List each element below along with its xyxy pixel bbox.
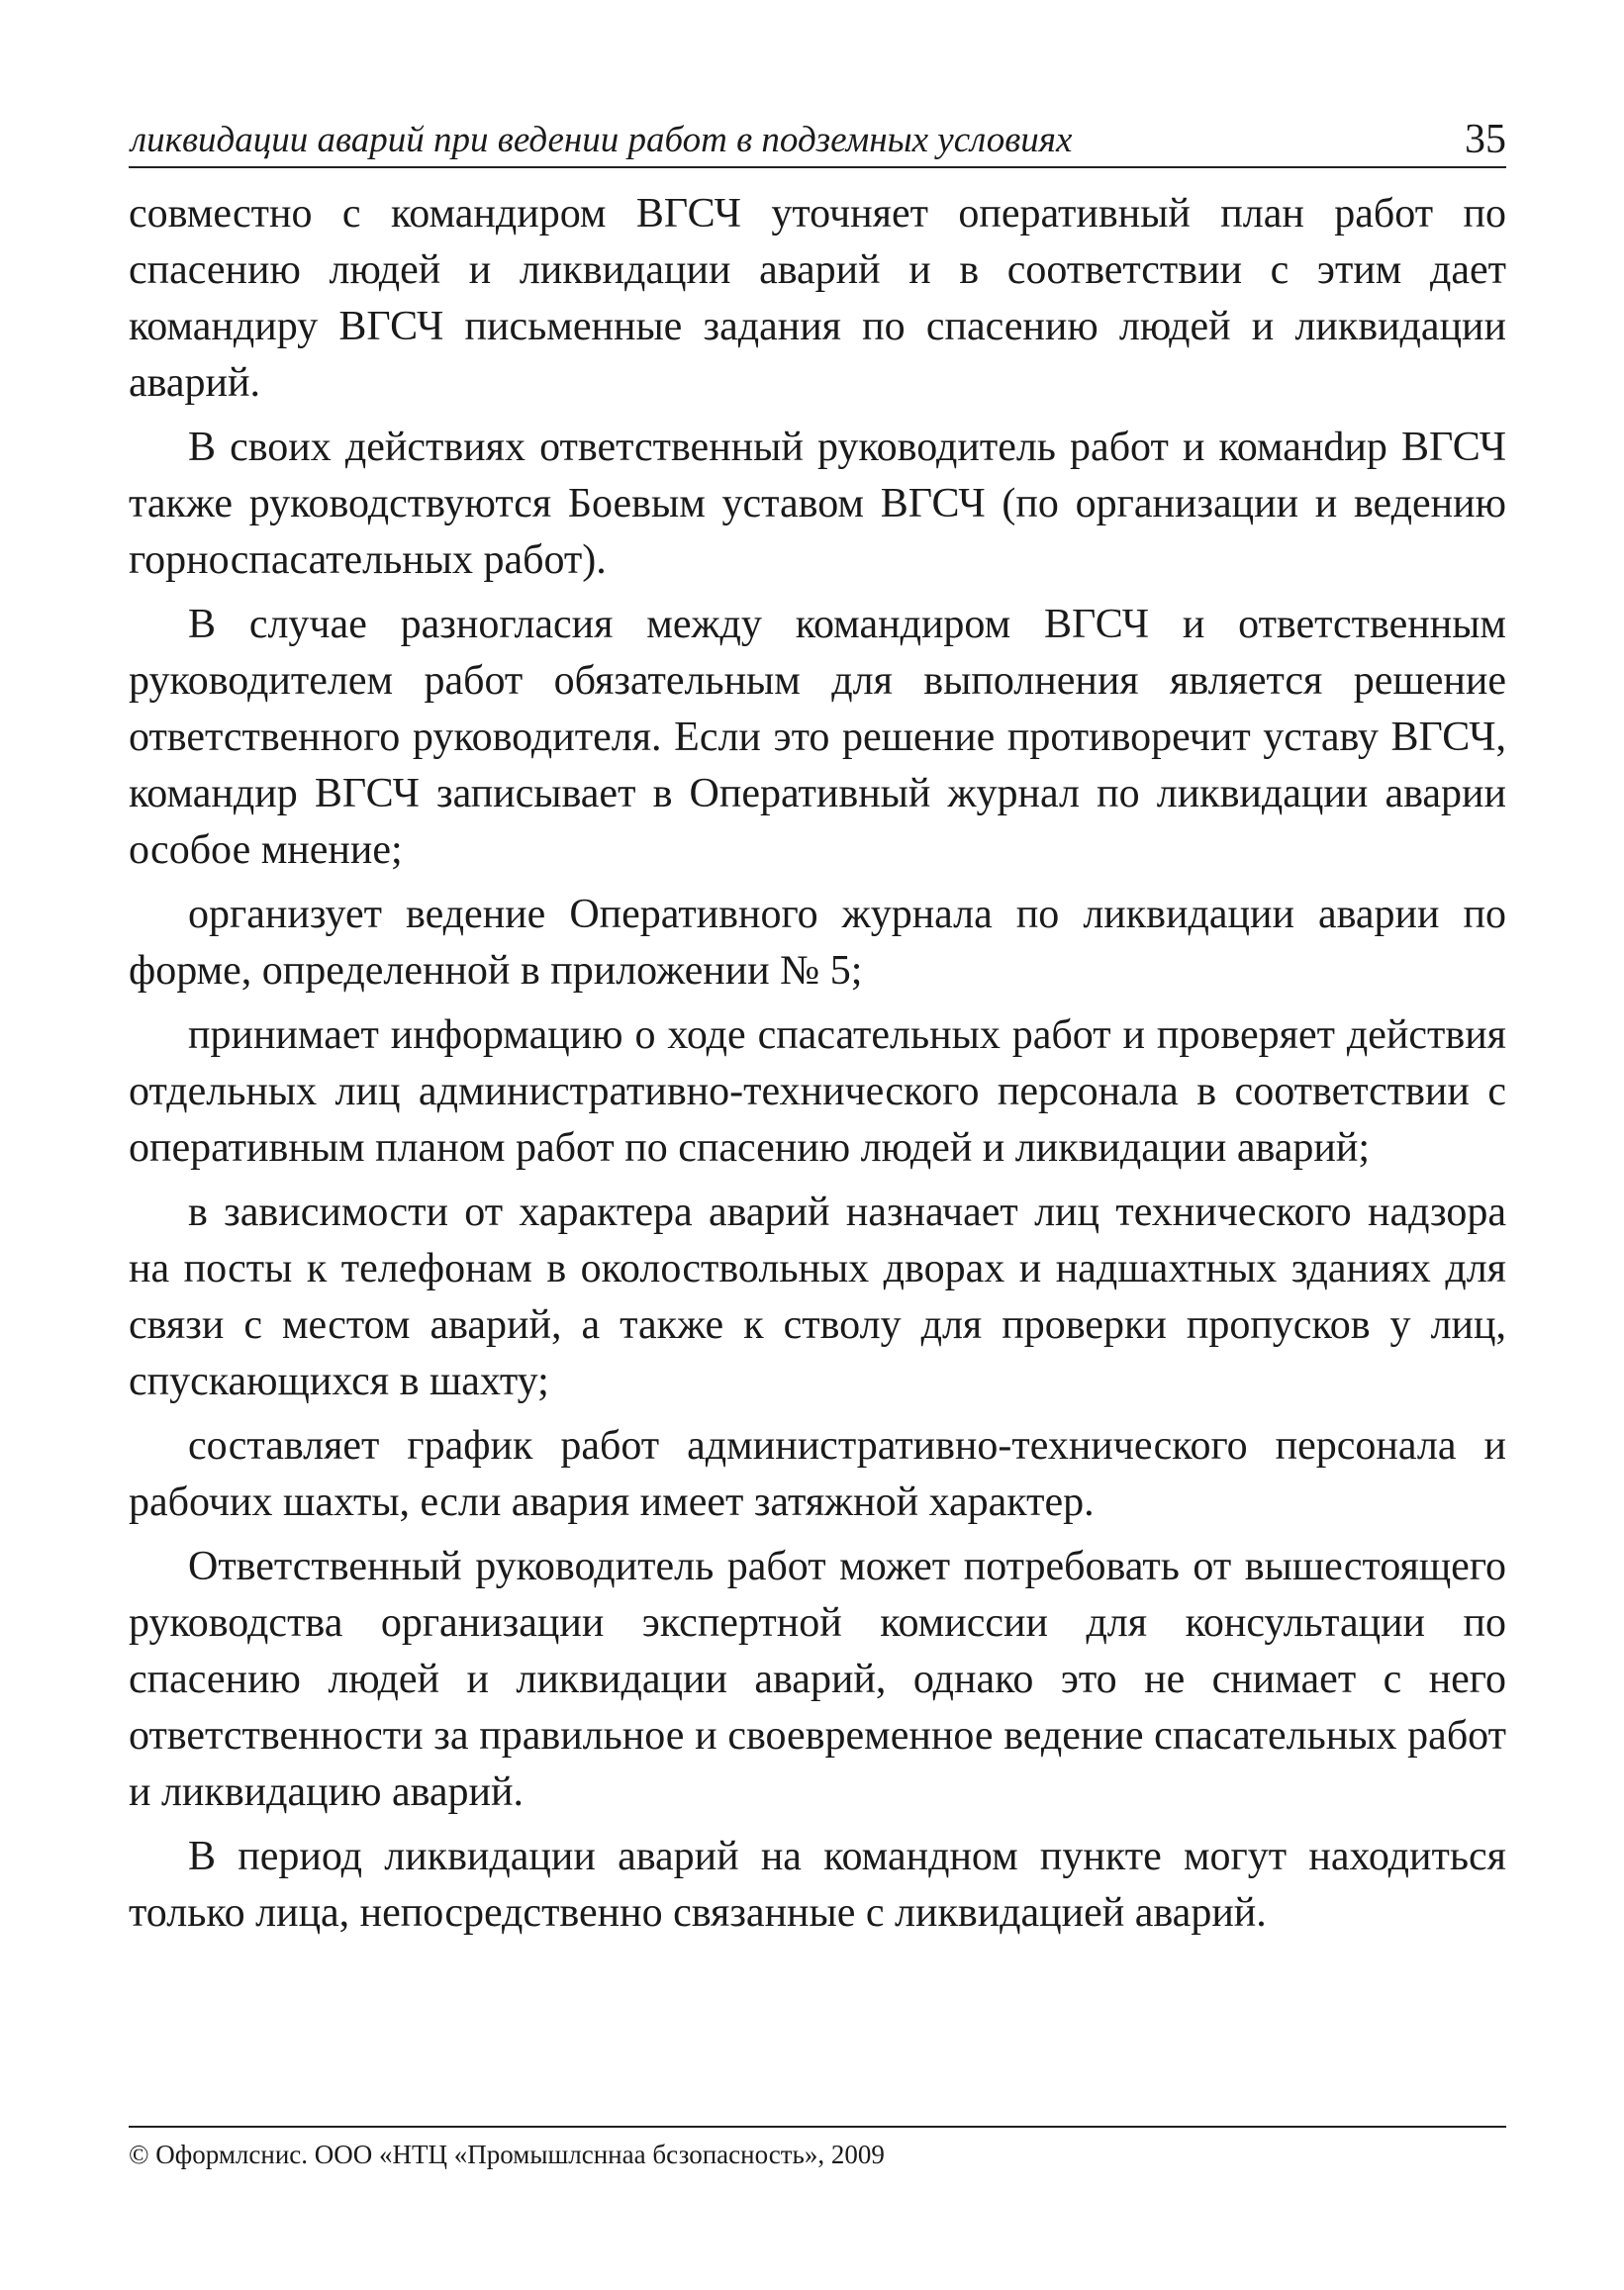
- running-header: [129, 111, 1506, 168]
- paragraph: В период ликвидации аварий на командном пункте могут находиться только лица, непосредственно связанные с ликвидацией аварий.: [129, 1834, 1506, 1936]
- paragraph: В случае разногласия между командиром ВГСЧ и ответственным руководителем работ обязательным для выполнения является решение ответственного руководителя. Если это решение противоречит уставу ВГСЧ, командир ВГСЧ записывает в Оперативный журнал по ликвидации аварии особое мнение;: [129, 602, 1506, 873]
- footer-copyright: © Оформлснис. ООО «НТЦ «Промышлсннаа бсзопасность», 2009: [129, 2140, 885, 2169]
- paragraph: организует ведение Оперативного журнала по ликвидации аварии по форме, определенной в приложении № 5;: [129, 892, 1506, 994]
- page-number: 35: [1465, 117, 1506, 162]
- paragraph: Ответственный руководитель работ может потребовать от вышестоящего руководства организации экспертной комиссии для консультации по спасению людей и ликвидации аварий, однако это не снимает с него ответственности за правильное и своевременное ведение спасательных работ и ликвидацию аварий.: [129, 1544, 1506, 1815]
- paragraph: принимает информацию о ходе спасательных работ и проверяет действия отдельных лиц административно-технического персонала в соответствии с оперативным планом работ по спасению людей и ликвидации аварий;: [129, 1012, 1506, 1171]
- paragraph: совместно с командиром ВГСЧ уточняет оперативный план работ по спасению людей и ликвидации аварий и в соответствии с этим дает командиру ВГСЧ письменные задания по спасению людей и ликвидации аварий.: [129, 191, 1506, 406]
- paragraph: В своих действиях ответственный руководитель работ и команdир ВГСЧ также руководствуются Боевым уставом ВГСЧ (по организации и ведению горноспасательных работ).: [129, 425, 1506, 583]
- paragraph: в зависимости от характера аварий назначает лиц технического надзора на посты к телефонам в околоствольных дворах и надшахтных зданиях для связи с местом аварий, а также к стволу для проверки пропусков у лиц, спускающихся в шахту;: [129, 1190, 1506, 1404]
- paragraph: составляет график работ административно-технического персонала и рабочих шахты, если авария имеет затяжной характер.: [129, 1423, 1506, 1525]
- running-title: ликвидации аварий при ведении работ в подземных условиях: [131, 120, 1073, 160]
- body-text: [129, 186, 1506, 1950]
- footer-divider: [129, 2126, 1506, 2128]
